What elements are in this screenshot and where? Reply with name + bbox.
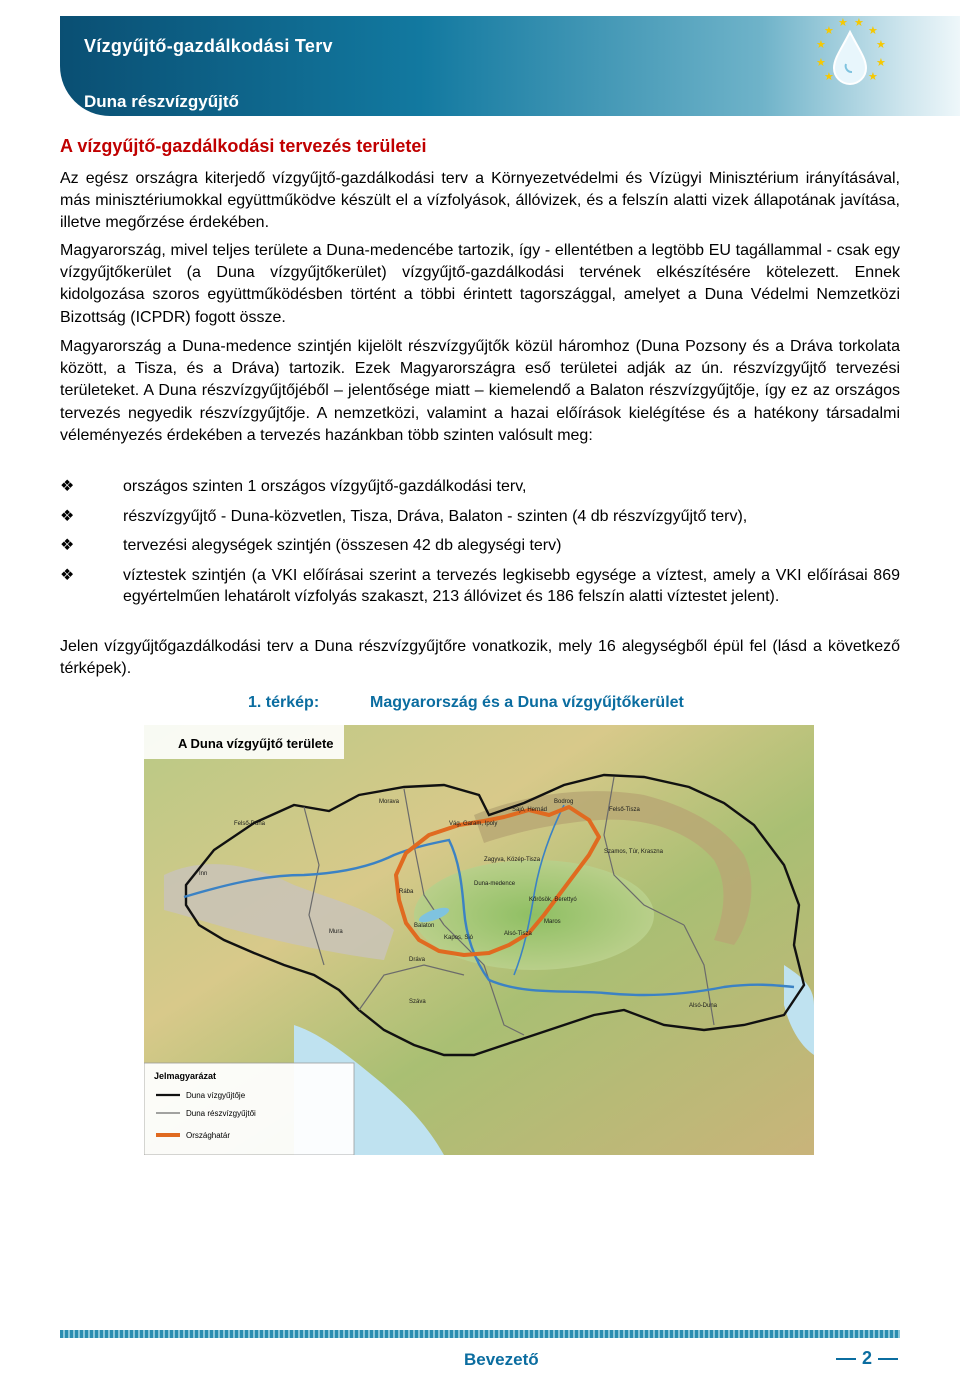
list-item-text: víztestek szintjén (a VKI előírásai szerint a tervezés legkisebb egysége a víztest, amely a VKI előírásai 869 egyértelműen lehatárolt vízfolyás szakaszt, 213 állóvizet és 186 felszín alatti víztestet jelent). [123, 566, 900, 605]
map-label: Kapos, Sió [444, 935, 474, 941]
paragraph-eu-context: Magyarország, mivel teljes területe a Duna-medencébe tartozik, így - ellentétben a legtöbb EU tagállammal - csak egy vízgyűjtőkerület (a Duna vízgyűjtőkerület) vízgyűjtő-gazdálkodási tervének elkészítésére kötelezett. Ennek kidolgozása szoros együttműködésben történt a többi érintett tagországgal, amelyet a Duna Védelmi Nemzetközi Bizottság (ICPDR) fogott össze. [60, 242, 900, 326]
map-label: Felső-Duna [234, 821, 266, 827]
svg-text:★: ★ [824, 70, 834, 83]
water-drop-eu-stars-icon [802, 18, 898, 98]
svg-text:★: ★ [876, 56, 886, 69]
map-label: Duna-medence [474, 881, 516, 887]
paragraph-subbasins: Magyarország a Duna-medence szintjén kijelölt részvízgyűjtők közül háromhoz (Duna Pozsony és a Dráva torkolata között, a Tisza, és a Dráva) tartozik. Ezek Magyarországra eső területei adják az ún. részvízgyűjtő tervezési területeket. A Duna részvízgyűjtőjéből – jelentősége miatt – kiemelendő a Balaton részvízgyűjtője, így ez az országos tervezés negyedik részvízgyűjtője. A nemzetközi, valamint a hazai előírások kielégítése és a hatékony társadalmi véleményezés érdekében a tervezés hazánkban több szinten valósult meg: [60, 338, 900, 444]
figure-label: 1. térkép: [248, 694, 320, 711]
figure-caption-text: Magyarország és a Duna vízgyűjtőkerület [370, 694, 684, 711]
list-item [60, 476, 900, 498]
planning-levels-list [60, 476, 900, 616]
map-title: A Duna vízgyűjtő területe [178, 736, 334, 751]
footer-section-name: Bevezető [464, 1350, 539, 1369]
map-label: Dráva [409, 957, 426, 963]
map-label: Kőrösök, Berettyó [529, 897, 577, 903]
map-label: Felső-Tisza [609, 807, 640, 813]
svg-text:★: ★ [824, 24, 834, 37]
list-item [60, 535, 900, 557]
list-item [60, 506, 900, 528]
map-label: Mura [329, 929, 343, 935]
diamond-bullet-icon: ❖ [60, 566, 75, 584]
list-item [60, 565, 900, 608]
svg-text:★: ★ [838, 18, 848, 29]
map-label: Vág, Garam, Ipoly [449, 821, 498, 827]
paragraph-intro: Az egész országra kiterjedő vízgyűjtő-gazdálkodási terv a Környezetvédelmi és Vízügyi Minisztérium irányításával, más minisztériumokkal együttműködve készült el a vízfolyások, állóvizek, és a felszín alatti vizek állapotának javítása, illetve megőrzése érdekében. [60, 170, 900, 232]
svg-text:★: ★ [868, 24, 878, 37]
map-label: Balaton [414, 923, 435, 929]
legend-item: Duna vízgyűjtője [186, 1091, 246, 1100]
map-label: Inn [199, 871, 208, 877]
header-band [60, 16, 960, 116]
legend-item: Duna részvízgyűjtői [186, 1109, 256, 1118]
list-item-text: országos szinten 1 országos vízgyűjtő-gazdálkodási terv, [123, 478, 527, 495]
svg-text:★: ★ [876, 38, 886, 51]
map-label: Szamos, Túr, Kraszna [604, 849, 663, 855]
svg-text:★: ★ [816, 38, 826, 51]
section-heading: A vízgyűjtő-gazdálkodási tervezés területei [60, 136, 427, 156]
map-label: Morava [379, 799, 400, 805]
svg-text:★: ★ [854, 18, 864, 29]
page-number-value: 2 [862, 1348, 873, 1368]
list-item-text: tervezési alegységek szintjén (összesen 42 db alegységi terv) [123, 537, 562, 554]
paragraph-closing: Jelen vízgyűjtőgazdálkodási terv a Duna részvízgyűjtőre vonatkozik, mely 16 alegységből épül fel (lásd a következő térképek). [60, 638, 900, 678]
map-label: Alsó-Duna [689, 1003, 718, 1009]
document-subtitle: Duna részvízgyűjtő [84, 92, 239, 111]
diamond-bullet-icon: ❖ [60, 537, 75, 554]
legend-item: Országhatár [186, 1131, 231, 1140]
footer-divider [60, 1330, 900, 1338]
map-label: Rába [399, 889, 414, 895]
map-label: Bodrog [554, 799, 574, 805]
page-number [830, 1348, 904, 1369]
map-label: Sajó, Hernád [512, 807, 548, 813]
document-title: Vízgyűjtő-gazdálkodási Terv [84, 36, 333, 56]
map-legend [144, 1063, 354, 1155]
svg-text:★: ★ [868, 70, 878, 83]
diamond-bullet-icon: ❖ [60, 507, 75, 525]
legend-title: Jelmagyarázat [154, 1071, 217, 1081]
list-item-text: részvízgyűjtő - Duna-közvetlen, Tisza, Dráva, Balaton - szinten (4 db részvízgyűjtő terv), [123, 507, 748, 525]
map-label: Zagyva, Közép-Tisza [484, 857, 541, 863]
danube-basin-map [144, 725, 814, 1155]
map-label: Maros [544, 919, 561, 925]
map-label: Alsó-Tisza [504, 931, 532, 937]
svg-text:★: ★ [816, 56, 826, 69]
map-label: Száva [409, 999, 426, 1005]
diamond-bullet-icon: ❖ [60, 478, 75, 495]
